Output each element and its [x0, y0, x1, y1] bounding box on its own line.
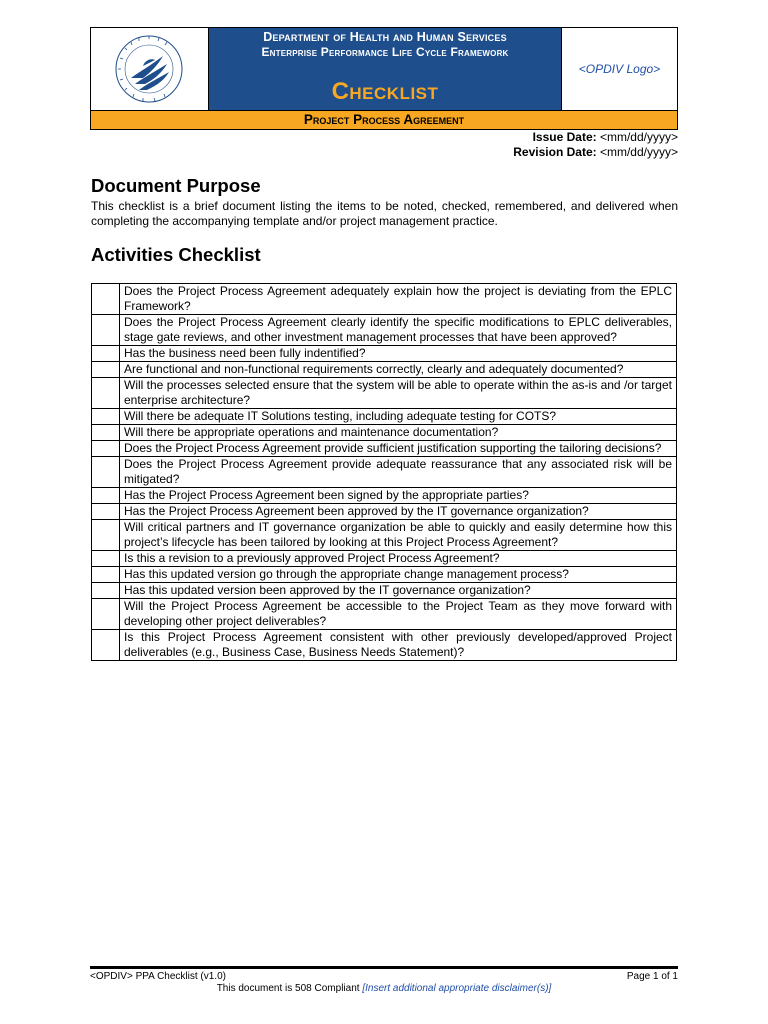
purpose-heading: Document Purpose — [91, 175, 261, 196]
checkbox-cell[interactable] — [92, 583, 120, 599]
footer-compliance — [0, 983, 768, 994]
checklist-item-text: Does the Project Process Agreement provide sufficient justification supporting the tailoring decisions? — [120, 441, 677, 457]
department-heading — [209, 30, 561, 60]
checkbox-cell[interactable] — [92, 378, 120, 409]
checkbox-cell[interactable] — [92, 551, 120, 567]
footer-divider — [90, 966, 678, 969]
issue-date-value: <mm/dd/yyyy> — [599, 130, 678, 144]
checklist-row — [92, 425, 677, 441]
checklist-row — [92, 583, 677, 599]
framework-name: Enterprise Performance Life Cycle Framework — [261, 45, 509, 59]
checkbox-cell[interactable] — [92, 346, 120, 362]
checkbox-cell[interactable] — [92, 409, 120, 425]
disclaimer-placeholder: [Insert additional appropriate disclaimer(s)] — [362, 983, 552, 994]
logo-cell — [561, 28, 677, 110]
checklist-row — [92, 488, 677, 504]
checklist-row — [92, 520, 677, 551]
checklist-row — [92, 551, 677, 567]
checkbox-cell[interactable] — [92, 567, 120, 583]
compliance-text: This document is 508 Compliant — [216, 983, 360, 994]
checklist-item-text: Will there be adequate IT Solutions testing, including adequate testing for COTS? — [120, 409, 677, 425]
checklist-item-text: Will critical partners and IT governance organization be able to quickly and easily determine how this project’s lifecycle has been tailored by looking at this Project Process Agreement? — [120, 520, 677, 551]
checklist-row — [92, 362, 677, 378]
checklist-item-text: Is this Project Process Agreement consistent with other previously developed/approved Project deliverables (e.g., Business Case, Business Needs Statement)? — [120, 630, 677, 661]
checklist-row — [92, 346, 677, 362]
revision-date-label: Revision Date: — [513, 145, 597, 159]
footer-page-number: Page 1 of 1 — [626, 971, 678, 982]
checklist-row — [92, 409, 677, 425]
checklist-item-text: Does the Project Process Agreement provide adequate reassurance that any associated risk will be mitigated? — [120, 457, 677, 488]
seal-cell — [91, 28, 209, 110]
department-name: Department of Health and Human Services — [263, 30, 507, 44]
checklist-item-text: Will the Project Process Agreement be accessible to the Project Team as they move forward with developing other project deliverables? — [120, 599, 677, 630]
footer-document-id: <OPDIV> PPA Checklist (v1.0) — [90, 971, 226, 982]
checkbox-cell[interactable] — [92, 504, 120, 520]
purpose-text: This checklist is a brief document listing the items to be noted, checked, remembered, and delivered when completing the accompanying template and/or project management practice. — [91, 199, 678, 228]
revision-date-value: <mm/dd/yyyy> — [599, 145, 678, 159]
checklist-row — [92, 599, 677, 630]
checklist-item-text: Has the Project Process Agreement been approved by the IT governance organization? — [120, 504, 677, 520]
checklist-item-text: Is this a revision to a previously approved Project Process Agreement? — [120, 551, 677, 567]
checklist-item-text: Has the Project Process Agreement been signed by the appropriate parties? — [120, 488, 677, 504]
document-subtitle: Project Process Agreement — [303, 112, 465, 127]
checklist-row — [92, 457, 677, 488]
checkbox-cell[interactable] — [92, 441, 120, 457]
checklist-body — [92, 284, 677, 661]
checkbox-cell[interactable] — [92, 425, 120, 441]
checklist-item-text: Will the processes selected ensure that the system will be able to operate within the as-is and /or target enterprise architecture? — [120, 378, 677, 409]
checklist-row — [92, 630, 677, 661]
document-title: Checklist — [331, 78, 439, 105]
checkbox-cell[interactable] — [92, 315, 120, 346]
checkbox-cell[interactable] — [92, 520, 120, 551]
checklist-item-text: Does the Project Process Agreement adequately explain how the project is deviating from the EPLC Framework? — [120, 284, 677, 315]
checklist-item-text: Will there be appropriate operations and maintenance documentation? — [120, 425, 677, 441]
opdiv-logo-placeholder: <OPDIV Logo> — [578, 62, 661, 76]
checklist-row — [92, 504, 677, 520]
checklist-row — [92, 315, 677, 346]
revision-date-line — [513, 145, 678, 160]
checklist-item-text: Are functional and non-functional requirements correctly, clearly and adequately documented? — [120, 362, 677, 378]
title-banner — [209, 28, 561, 110]
checkbox-cell[interactable] — [92, 488, 120, 504]
checklist-item-text: Has the business need been fully indentified? — [120, 346, 677, 362]
issue-date-line — [513, 130, 678, 145]
activities-checklist-table — [91, 283, 677, 661]
activities-heading: Activities Checklist — [91, 244, 261, 265]
checkbox-cell[interactable] — [92, 630, 120, 661]
issue-date-label: Issue Date: — [532, 130, 597, 144]
checklist-row — [92, 284, 677, 315]
checklist-item-text: Has this updated version go through the appropriate change management process? — [120, 567, 677, 583]
subtitle-bar — [91, 110, 677, 129]
checklist-row — [92, 441, 677, 457]
document-header — [90, 27, 678, 130]
checkbox-cell[interactable] — [92, 362, 120, 378]
checkbox-cell[interactable] — [92, 599, 120, 630]
checklist-item-text: Has this updated version been approved by the IT governance organization? — [120, 583, 677, 599]
hhs-seal-icon — [91, 28, 209, 110]
checkbox-cell[interactable] — [92, 457, 120, 488]
document-dates — [513, 130, 678, 160]
checklist-row — [92, 567, 677, 583]
checklist-row — [92, 378, 677, 409]
checklist-item-text: Does the Project Process Agreement clearly identify the specific modifications to EPLC deliverables, stage gate reviews, and other investment management processes that have been approved? — [120, 315, 677, 346]
checkbox-cell[interactable] — [92, 284, 120, 315]
